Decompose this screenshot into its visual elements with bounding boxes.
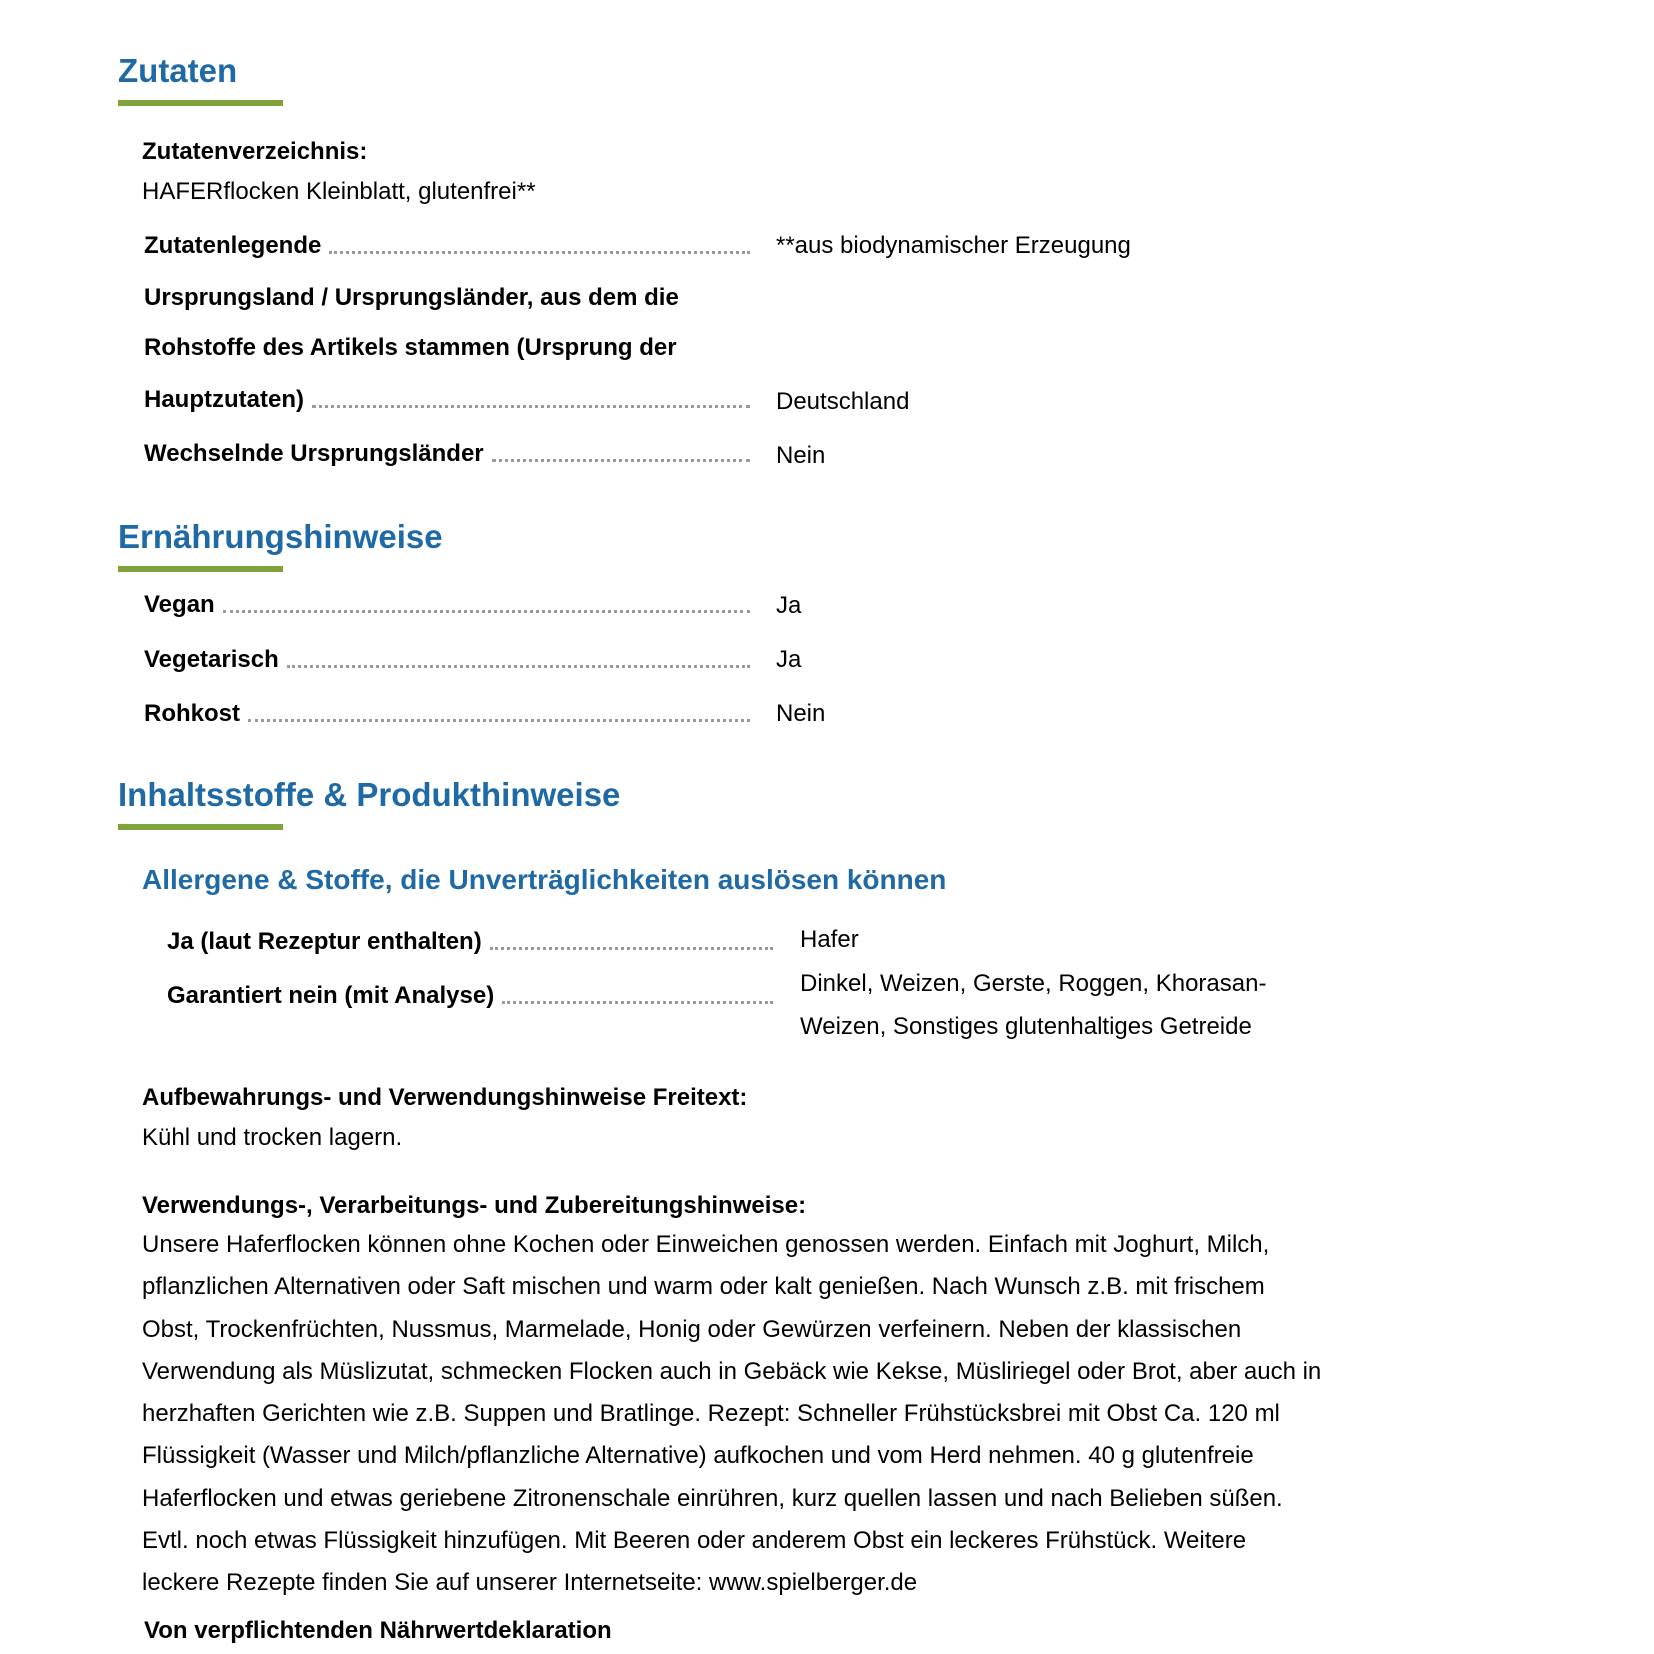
- leader-dots: [329, 251, 750, 254]
- aufbewahrung-value: Kühl und trocken lagern.: [142, 1124, 403, 1151]
- leader-dots: [312, 405, 750, 408]
- verwendung-line: Verwendung als Müslizutat, schmecken Flocken auch in Gebäck wie Kekse, Müsliriegel oder Brot, aber auch in: [142, 1357, 1322, 1385]
- row-vegan: [144, 585, 750, 619]
- leader-dots: [248, 719, 750, 722]
- heading-rule: [118, 100, 283, 106]
- leader-dots: [492, 459, 750, 462]
- ursprungsland-label-line2: Rohstoffe des Artikels stammen (Ursprung der: [144, 334, 677, 361]
- heading-zutaten: Zutaten: [118, 52, 238, 89]
- verwendung-line: Evtl. noch etwas Flüssigkeit hinzufügen. Mit Beeren oder anderem Obst ein leckeres Frühstück. Weitere: [142, 1527, 1247, 1555]
- verwendung-line: Unsere Haferflocken können ohne Kochen oder Einweichen genossen werden. Einfach mit Joghurt, Milch,: [142, 1231, 1270, 1258]
- garantiert-nein-value-line1: Dinkel, Weizen, Gerste, Roggen, Khorasan-: [800, 970, 1267, 997]
- leader-dots: [490, 947, 773, 950]
- leader-dots: [502, 1001, 773, 1004]
- heading-rule: [118, 824, 283, 830]
- ursprungsland-value: Deutschland: [776, 388, 910, 415]
- verwendung-line: herzhaften Gerichten wie z.B. Suppen und Bratlinge. Rezept: Schneller Frühstücksbrei mit Obst Ca. 120 ml: [142, 1400, 1280, 1428]
- ursprungsland-label-line3: Hauptzutaten): [144, 386, 304, 413]
- garantiert-nein-label: Garantiert nein (mit Analyse): [167, 982, 495, 1009]
- rohkost-value: Nein: [776, 700, 826, 727]
- heading-allergene: Allergene & Stoffe, die Unverträglichkeiten auslösen können: [142, 864, 947, 895]
- row-garantiert-nein: [167, 976, 773, 1010]
- heading-ernaehrungshinweise: Ernährungshinweise: [118, 518, 443, 555]
- row-vegetarisch: [144, 640, 750, 674]
- zutatenlegende-value: **aus biodynamischer Erzeugung: [776, 232, 1131, 259]
- verwendung-line: leckere Rezepte finden Sie auf unserer Internetseite: www.spielberger.de: [142, 1569, 918, 1597]
- zutatenverzeichnis-label: Zutatenverzeichnis:: [142, 138, 368, 165]
- row-ursprungsland: [144, 380, 750, 414]
- verwendung-label: Verwendungs-, Verarbeitungs- und Zubereitungshinweise:: [142, 1192, 807, 1219]
- row-wechselnde-ursprungslaender: [144, 434, 750, 468]
- verwendung-line: Flüssigkeit (Wasser und Milch/pflanzliche Alternative) aufkochen und vom Herd nehmen. 40 g glutenfreie: [142, 1442, 1254, 1470]
- garantiert-nein-value-line2: Weizen, Sonstiges glutenhaltiges Getreide: [800, 1013, 1252, 1040]
- ursprungsland-label-line1: Ursprungsland / Ursprungsländer, aus dem die: [144, 284, 679, 311]
- leader-dots: [287, 665, 750, 668]
- verwendung-line: pflanzlichen Alternativen oder Saft mischen und warm oder kalt genießen. Nach Wunsch z.B. mit frischem: [142, 1273, 1265, 1301]
- verwendung-line: Obst, Trockenfrüchten, Nussmus, Marmelade, Honig oder Gewürzen verfeinern. Neben der klassischen: [142, 1315, 1242, 1343]
- leader-dots: [223, 610, 750, 613]
- rohkost-label: Rohkost: [144, 700, 240, 727]
- naehrwertdeklaration-label: Von verpflichtenden Nährwertdeklaration: [144, 1617, 612, 1644]
- vegan-label: Vegan: [144, 591, 215, 618]
- heading-inhaltsstoffe: Inhaltsstoffe & Produkthinweise: [118, 776, 621, 813]
- verwendung-text: [142, 1224, 1442, 1605]
- zutatenlegende-label: Zutatenlegende: [144, 232, 322, 259]
- vegetarisch-value: Ja: [776, 646, 802, 673]
- wechselnde-ursprungslaender-value: Nein: [776, 442, 826, 469]
- row-zutatenlegende: [144, 226, 750, 260]
- verwendung-line: Haferflocken und etwas geriebene Zitronenschale einrühren, kurz quellen lassen und nach Belieben süßen.: [142, 1484, 1283, 1512]
- vegetarisch-label: Vegetarisch: [144, 646, 279, 673]
- wechselnde-ursprungslaender-label: Wechselnde Ursprungsländer: [144, 440, 484, 467]
- heading-rule: [118, 566, 283, 572]
- zutatenverzeichnis-value: HAFERflocken Kleinblatt, glutenfrei**: [142, 178, 536, 205]
- row-ja-enthalten: [167, 922, 773, 956]
- vegan-value: Ja: [776, 592, 802, 619]
- row-rohkost: [144, 694, 750, 728]
- aufbewahrung-label: Aufbewahrungs- und Verwendungshinweise Freitext:: [142, 1084, 748, 1111]
- ja-enthalten-value: Hafer: [800, 926, 859, 953]
- ja-enthalten-label: Ja (laut Rezeptur enthalten): [167, 928, 482, 955]
